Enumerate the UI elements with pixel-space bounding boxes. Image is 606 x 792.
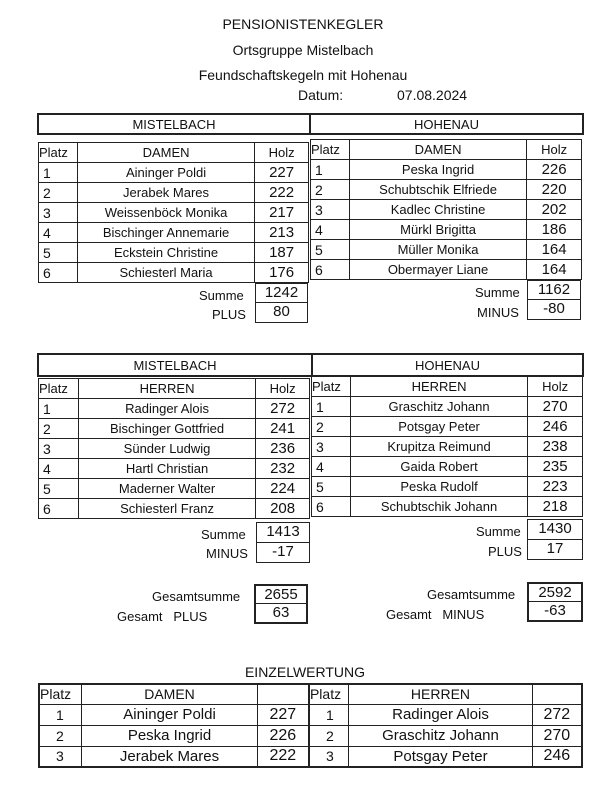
platz-cell: 3	[39, 439, 79, 459]
gesamt-left-diff-label: Gesamt PLUS	[117, 609, 208, 624]
name-cell: Jerabek Mares	[77, 183, 254, 203]
platz-cell: 4	[39, 223, 78, 243]
einzel-title: EINZELWERTUNG	[244, 664, 366, 680]
platz-cell: 5	[39, 479, 79, 499]
empty-cell	[532, 684, 582, 704]
name-cell: Peska Ingrid	[349, 160, 526, 180]
table-row	[312, 417, 583, 437]
name-cell: Weissenböck Monika	[77, 203, 254, 223]
table-row	[39, 746, 582, 767]
platz-cell: 2	[311, 180, 350, 200]
name-cell: Schiesterl Maria	[77, 263, 254, 283]
herren-right-team: HOHENAU	[414, 357, 480, 373]
col-platz: Platz	[312, 377, 351, 397]
page-subtitle: Ortsgruppe Mistelbach	[232, 42, 374, 58]
name-cell: Eckstein Christine	[77, 243, 254, 263]
table-row	[311, 160, 582, 180]
gesamt-right-diff-label: Gesamt MINUS	[386, 607, 485, 622]
name-cell: Sünder Ludwig	[78, 439, 255, 459]
damen-right-sum-label: Summe	[475, 285, 520, 300]
col-category: DAMEN	[349, 140, 526, 160]
damen-left-diff-label: PLUS	[212, 307, 246, 322]
herren-name-cell: Potsgay Peter	[349, 746, 532, 767]
holz-cell: 218	[528, 497, 583, 517]
platz-cell: 3	[39, 203, 78, 223]
platz-cell: 1	[39, 704, 82, 725]
name-cell: Radinger Alois	[78, 399, 255, 419]
table-row	[311, 260, 582, 280]
damen-left-sum-box	[255, 283, 308, 323]
holz-cell: 176	[255, 263, 309, 283]
name-cell: Kadlec Christine	[349, 200, 526, 220]
herren-holz-cell: 272	[532, 704, 582, 725]
col-category: HERREN	[78, 379, 255, 399]
gesamt-right-diff: -63	[544, 602, 566, 619]
col-category: DAMEN	[77, 143, 254, 163]
damen-right-team: HOHENAU	[413, 116, 479, 132]
table-row	[39, 459, 310, 479]
damen-team-bar	[37, 113, 584, 135]
table-row	[39, 479, 310, 499]
herren-right-diff-label: PLUS	[488, 544, 522, 559]
holz-cell: 270	[528, 397, 583, 417]
herren-right-table	[311, 376, 583, 517]
col-platz: Platz	[39, 143, 78, 163]
table-row	[39, 439, 310, 459]
holz-cell: 238	[528, 437, 583, 457]
holz-cell: 186	[527, 220, 582, 240]
damen-left-diff: 80	[273, 303, 290, 320]
col-category: HERREN	[350, 377, 527, 397]
damen-holz-cell: 227	[257, 704, 309, 725]
col-holz: Holz	[255, 143, 309, 163]
empty-cell	[257, 684, 309, 704]
col-holz: Holz	[527, 140, 582, 160]
platz-cell: 1	[312, 397, 351, 417]
platz-cell: 3	[312, 437, 351, 457]
holz-cell: 235	[528, 457, 583, 477]
herren-holz-cell: 270	[532, 725, 582, 746]
holz-cell: 164	[527, 240, 582, 260]
name-cell: Peska Rudolf	[350, 477, 527, 497]
name-cell: Schubtschik Johann	[350, 497, 527, 517]
col-herren: HERREN	[349, 684, 532, 704]
damen-name-cell: Peska Ingrid	[82, 725, 257, 746]
date-label: Datum:	[298, 87, 344, 103]
holz-cell: 217	[255, 203, 309, 223]
damen-right-diff: -80	[543, 300, 565, 317]
table-row	[39, 725, 582, 746]
platz-cell: 1	[309, 704, 349, 725]
table-row	[312, 437, 583, 457]
herren-left-table	[38, 378, 310, 519]
table-row	[312, 477, 583, 497]
damen-right-sum: 1162	[528, 281, 580, 300]
platz-cell: 2	[39, 419, 79, 439]
table-row	[311, 240, 582, 260]
herren-right-diff: 17	[546, 539, 564, 557]
col-platz: Platz	[39, 684, 82, 704]
name-cell: Potsgay Peter	[350, 417, 527, 437]
holz-cell: 236	[256, 439, 310, 459]
platz-cell: 5	[311, 240, 350, 260]
gesamt-left-total-label: Gesamtsumme	[152, 589, 241, 604]
holz-cell: 187	[255, 243, 309, 263]
holz-cell: 246	[528, 417, 583, 437]
herren-right-sum: 1430	[528, 520, 582, 540]
platz-cell: 1	[39, 163, 78, 183]
name-cell: Schiesterl Franz	[78, 499, 255, 519]
holz-cell: 223	[528, 477, 583, 497]
platz-cell: 3	[309, 746, 349, 767]
damen-right-diff-label: MINUS	[477, 305, 519, 320]
name-cell: Bischinger Annemarie	[77, 223, 254, 243]
platz-cell: 3	[311, 200, 350, 220]
platz-cell: 5	[39, 243, 78, 263]
platz-cell: 3	[39, 746, 82, 767]
damen-right-table	[310, 139, 582, 280]
herren-left-diff-label: MINUS	[206, 546, 248, 561]
name-cell: Müller Monika	[349, 240, 526, 260]
platz-cell: 6	[312, 497, 351, 517]
date-value: 07.08.2024	[397, 87, 468, 103]
damen-holz-cell: 226	[257, 725, 309, 746]
platz-cell: 4	[311, 220, 350, 240]
col-holz: Holz	[528, 377, 583, 397]
table-row	[39, 243, 309, 263]
herren-right-sum-label: Summe	[476, 524, 521, 539]
col-damen: DAMEN	[82, 684, 257, 704]
holz-cell: 164	[527, 260, 582, 280]
herren-name-cell: Radinger Alois	[349, 704, 532, 725]
damen-left-sum: 1242	[256, 284, 307, 303]
holz-cell: 208	[256, 499, 310, 519]
name-cell: Krupitza Reimund	[350, 437, 527, 457]
holz-cell: 241	[256, 419, 310, 439]
name-cell: Gaida Robert	[350, 457, 527, 477]
table-row	[312, 497, 583, 517]
herren-left-sum: 1413	[257, 523, 309, 543]
damen-right-sum-box	[527, 280, 581, 320]
page-title: PENSIONISTENKEGLER	[222, 16, 384, 32]
holz-cell: 213	[255, 223, 309, 243]
damen-holz-cell: 222	[257, 746, 309, 767]
name-cell: Aininger Poldi	[77, 163, 254, 183]
table-row	[39, 223, 309, 243]
table-row	[39, 419, 310, 439]
table-row	[311, 220, 582, 240]
table-row	[39, 163, 309, 183]
platz-cell: 6	[311, 260, 350, 280]
name-cell: Obermayer Liane	[349, 260, 526, 280]
name-cell: Graschitz Johann	[350, 397, 527, 417]
table-row	[39, 183, 309, 203]
name-cell: Mürkl Brigitta	[349, 220, 526, 240]
name-cell: Hartl Christian	[78, 459, 255, 479]
name-cell: Schubtschik Elfriede	[349, 180, 526, 200]
platz-cell: 4	[39, 459, 79, 479]
damen-name-cell: Aininger Poldi	[82, 704, 257, 725]
platz-cell: 1	[39, 399, 79, 419]
table-row	[39, 704, 582, 725]
gesamt-right-box	[527, 582, 583, 622]
damen-left-table	[38, 142, 309, 283]
table-row	[311, 180, 582, 200]
holz-cell: 202	[527, 200, 582, 220]
col-holz: Holz	[256, 379, 310, 399]
holz-cell: 272	[256, 399, 310, 419]
table-row	[39, 499, 310, 519]
herren-left-team: MISTELBACH	[133, 357, 217, 373]
damen-left-team: MISTELBACH	[132, 116, 216, 132]
holz-cell: 222	[255, 183, 309, 203]
platz-cell: 2	[312, 417, 351, 437]
gesamt-right-total: 2592	[529, 584, 581, 602]
platz-cell: 4	[312, 457, 351, 477]
col-platz: Platz	[309, 684, 349, 704]
herren-name-cell: Graschitz Johann	[349, 725, 532, 746]
col-platz: Platz	[39, 379, 79, 399]
holz-cell: 220	[527, 180, 582, 200]
damen-left-sum-label: Summe	[199, 288, 244, 303]
platz-cell: 1	[311, 160, 350, 180]
gesamt-right-total-label: Gesamtsumme	[427, 587, 516, 602]
holz-cell: 224	[256, 479, 310, 499]
name-cell: Bischinger Gottfried	[78, 419, 255, 439]
event-title: Feundschaftskegeln mit Hohenau	[198, 67, 408, 83]
herren-right-sum-box	[527, 519, 583, 560]
platz-cell: 6	[39, 263, 78, 283]
table-row	[311, 200, 582, 220]
table-row	[39, 203, 309, 223]
herren-left-sum-label: Summe	[201, 527, 246, 542]
herren-left-diff: -17	[272, 542, 294, 560]
platz-cell: 6	[39, 499, 79, 519]
table-row	[312, 397, 583, 417]
platz-cell: 2	[39, 183, 78, 203]
herren-holz-cell: 246	[532, 746, 582, 767]
holz-cell: 227	[255, 163, 309, 183]
platz-cell: 5	[312, 477, 351, 497]
platz-cell: 2	[309, 725, 349, 746]
table-row	[39, 263, 309, 283]
table-row	[39, 399, 310, 419]
holz-cell: 232	[256, 459, 310, 479]
einzel-table	[38, 683, 583, 768]
gesamt-left-diff: 63	[272, 604, 290, 621]
holz-cell: 226	[527, 160, 582, 180]
gesamt-left-total: 2655	[256, 586, 306, 604]
table-row	[312, 457, 583, 477]
gesamt-left-box	[254, 584, 308, 624]
col-platz: Platz	[311, 140, 350, 160]
herren-left-sum-box	[256, 522, 310, 563]
platz-cell: 2	[39, 725, 82, 746]
name-cell: Maderner Walter	[78, 479, 255, 499]
damen-name-cell: Jerabek Mares	[82, 746, 257, 767]
herren-team-bar	[37, 353, 584, 377]
